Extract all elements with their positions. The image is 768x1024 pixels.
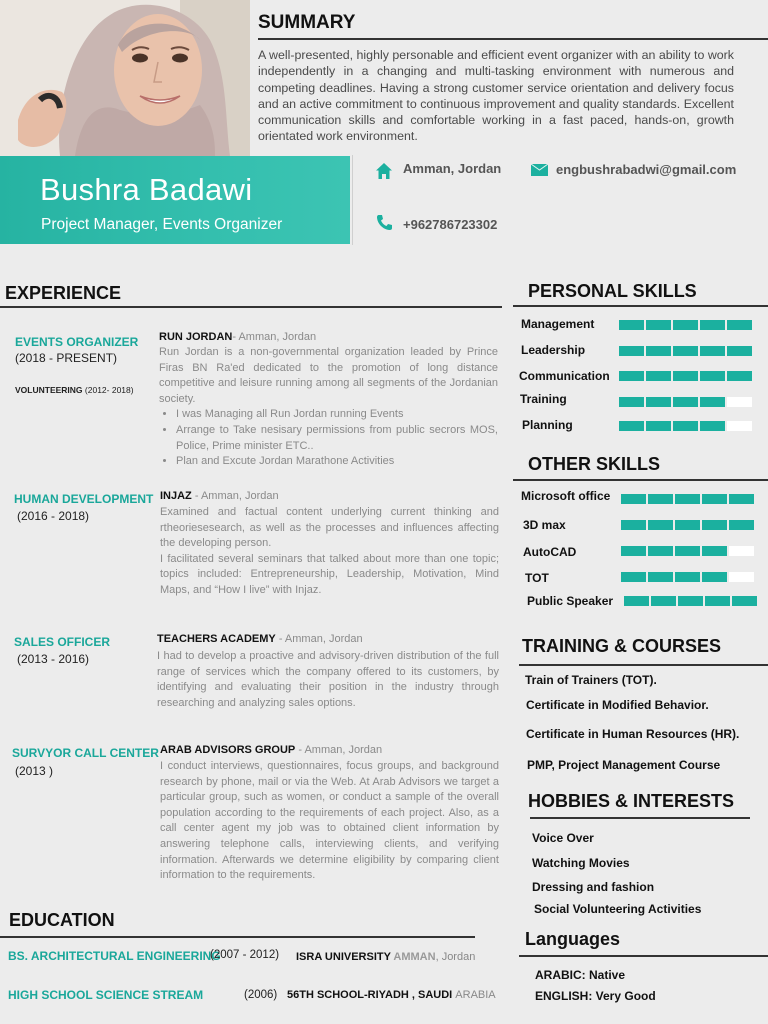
language-item: ARABIC: Native — [535, 968, 626, 982]
volunteering-date: (2012- 2018) — [84, 385, 134, 395]
skill-segment-filled — [705, 596, 730, 606]
skill-segment-filled — [700, 320, 725, 330]
skill-bar — [621, 572, 754, 582]
skill-segment-filled — [700, 421, 725, 431]
skill-segment-filled — [729, 520, 754, 530]
skill-segment-filled — [675, 572, 700, 582]
skill-segment-filled — [619, 346, 644, 356]
job-description-text: Examined and factual content underlying current thinking and rtheoriesesearch, as well as the processes and influences affecting the developing person. — [160, 506, 499, 550]
candidate-role: Project Manager, Events Organizer — [41, 216, 283, 233]
job-description — [160, 505, 499, 599]
training-item: Certificate in Human Resources (HR). — [526, 727, 740, 741]
company-location: - Amman, Jordan — [232, 331, 317, 343]
job-date: (2013 - 2016) — [17, 652, 90, 666]
skill-segment-filled — [673, 371, 698, 381]
skill-segment-filled — [646, 320, 671, 330]
skill-segment-filled — [727, 320, 752, 330]
job-description — [159, 345, 498, 470]
skill-segment-filled — [700, 346, 725, 356]
job-description-text: Run Jordan is a non-governmental organization leaded by Prince Firas BN Ra'ed dedicated to the promotion of long distance competitive and leisure running among all segments of the Jordanian society. — [159, 346, 498, 405]
education-degree: BS. ARCHITECTURAL ENGINEERING — [8, 949, 221, 963]
skill-bar — [624, 596, 757, 606]
company-line — [160, 744, 382, 756]
phone-icon — [376, 214, 393, 231]
job-title: HUMAN DEVELOPMENT — [14, 492, 154, 506]
bullet-item: • I was Managing all Run Jordan running Events — [176, 407, 498, 423]
education-divider — [0, 936, 475, 938]
skill-segment-filled — [700, 397, 725, 407]
summary-divider — [258, 38, 768, 40]
company-line — [159, 331, 316, 343]
summary-heading: SUMMARY — [258, 12, 356, 33]
job-date: (2016 - 2018) — [17, 509, 90, 523]
hobbies-heading: HOBBIES & INTERESTS — [528, 791, 735, 811]
skill-segment-filled — [673, 320, 698, 330]
job-date: (2013 ) — [15, 764, 54, 778]
skill-segment-filled — [619, 320, 644, 330]
skill-label: 3D max — [523, 518, 566, 532]
bullet-item: • Arrange to Take nesisary permissions from public secrors MOS, Police, Prime minister ETC.. — [176, 423, 498, 454]
skill-segment-filled — [678, 596, 703, 606]
company-location: - Amman, Jordan — [295, 744, 383, 756]
volunteering-title: VOLUNTEERING — [15, 385, 83, 395]
skill-segment-filled — [621, 494, 646, 504]
training-heading: TRAINING & COURSES — [522, 636, 722, 656]
skill-segment-filled — [702, 520, 727, 530]
skill-segment-filled — [624, 596, 649, 606]
other-skills-divider — [513, 479, 768, 481]
summary-text: A well-presented, highly personable and efficient event organizer with an ability to work independently in a changing and multi-tasking environment with numerous and competing deadlines. Having a strong customer service orientation and delivery focus and an active commitment to continuous improvement and quality standards. Excellent communication skills and comfortable working in a fast paced, hands-on, growth orientated work environment. — [258, 48, 734, 144]
skill-segment-filled — [621, 520, 646, 530]
job-title: SALES OFFICER — [14, 635, 111, 649]
skill-segment-filled — [702, 546, 727, 556]
other-skills-heading: OTHER SKILLS — [528, 454, 661, 474]
skill-segment-filled — [702, 494, 727, 504]
skill-segment-filled — [648, 520, 673, 530]
skill-segment-filled — [675, 546, 700, 556]
skill-segment-filled — [619, 421, 644, 431]
skill-segment-filled — [727, 346, 752, 356]
skill-segment-filled — [619, 397, 644, 407]
skill-segment-filled — [675, 494, 700, 504]
skill-bar — [619, 421, 752, 431]
skill-bar — [621, 494, 754, 504]
skill-segment-filled — [732, 596, 757, 606]
contact-divider — [352, 155, 353, 245]
skill-segment-filled — [673, 346, 698, 356]
job-description-text-2: I facilitated several seminars that talked about more than one topic; topics included: Entrepreneurship, Leadership, Motivation, Mind Maps, and “How I live” with Injaz. — [160, 552, 499, 596]
hobby-item: Social Volunteering Activities — [534, 902, 702, 916]
skill-segment-filled — [675, 520, 700, 530]
education-degree: HIGH SCHOOL SCIENCE STREAM — [8, 988, 204, 1002]
skill-bar — [619, 397, 752, 407]
skill-bar — [619, 346, 752, 356]
experience-heading: EXPERIENCE — [5, 283, 122, 303]
hobby-item: Watching Movies — [532, 856, 630, 870]
skill-segment-filled — [646, 421, 671, 431]
skill-segment-filled — [729, 494, 754, 504]
company-name: RUN JORDAN — [159, 331, 233, 343]
company-name: INJAZ — [160, 490, 192, 502]
skill-segment-filled — [646, 371, 671, 381]
education-years: (2007 - 2012) — [210, 949, 280, 961]
candidate-name: Bushra Badawi — [40, 172, 253, 207]
job-title: EVENTS ORGANIZER — [15, 335, 139, 349]
skill-segment-filled — [673, 397, 698, 407]
skill-segment-filled — [619, 371, 644, 381]
education-school — [287, 989, 496, 1001]
skill-segment-filled — [648, 572, 673, 582]
skill-segment-filled — [646, 397, 671, 407]
skill-bar — [619, 371, 752, 381]
skill-segment-filled — [648, 546, 673, 556]
company-location: - Amman, Jordan — [191, 490, 279, 502]
school-name: ISRA UNIVERSITY — [296, 951, 391, 963]
training-item: PMP, Project Management Course — [527, 758, 721, 772]
training-divider — [519, 664, 768, 666]
school-name: 56TH SCHOOL-RIYADH , SAUDI — [287, 989, 453, 1001]
job-title: SURVYOR CALL CENTER — [12, 746, 159, 760]
skill-bar — [621, 520, 754, 530]
skill-segment-filled — [621, 546, 646, 556]
languages-heading: Languages — [525, 929, 621, 949]
job-description: I had to develop a proactive and advisory-driven distribution of the full range of services which the company offered to its customers, by identifying and evaluating their position in the industry through researching and analyzing sales options. — [157, 650, 499, 709]
skill-label: Communication — [519, 369, 610, 383]
skill-bar — [619, 320, 752, 330]
languages-divider — [519, 955, 768, 957]
portrait-illustration — [0, 0, 250, 156]
phone-text: +962786723302 — [403, 217, 498, 232]
skill-label: Management — [521, 317, 595, 331]
personal-skills-heading: PERSONAL SKILLS — [528, 281, 697, 301]
hobbies-divider — [530, 817, 750, 819]
school-country: , Jordan — [435, 951, 476, 963]
skill-segment-filled — [727, 371, 752, 381]
location-text: Amman, Jordan — [403, 161, 502, 176]
email-icon — [531, 164, 548, 176]
skill-segment-filled — [648, 494, 673, 504]
skill-bar — [621, 546, 754, 556]
skill-segment-filled — [700, 371, 725, 381]
training-item: Train of Trainers (TOT). — [525, 673, 657, 687]
company-name: TEACHERS ACADEMY — [157, 633, 276, 645]
job-date: (2018 - PRESENT) — [15, 351, 118, 365]
education-school — [296, 951, 475, 963]
company-location: - Amman, Jordan — [275, 633, 363, 645]
skill-label: Public Speaker — [527, 594, 614, 608]
hobby-item: Voice Over — [532, 831, 594, 845]
home-icon — [375, 162, 393, 180]
skill-segment-empty — [727, 421, 752, 431]
skill-segment-filled — [621, 572, 646, 582]
company-line — [160, 490, 279, 502]
job-description: I conduct interviews, questionnaires, focus groups, and background research by phone, mail or via the Web. At Arab Advisors we target a particular group, such as women, or conduct a sample of the overall population according to the requirements of each project. Also, as a call center agent my job was to obtained client information by answering telephone calls, interviewing clients, and verifying information. Afterwards we determine eligibility by comparing client information to the requirements. — [160, 760, 499, 882]
skill-segment-filled — [673, 421, 698, 431]
skill-label: Planning — [522, 418, 573, 432]
skill-label: AutoCAD — [523, 545, 577, 559]
school-country: ARABIA — [455, 989, 496, 1001]
profile-photo — [0, 0, 250, 156]
job-bullets — [159, 407, 498, 469]
skill-segment-empty — [727, 397, 752, 407]
skill-label: Microsoft office — [521, 489, 611, 503]
personal-skills-divider — [513, 305, 768, 307]
email-link[interactable]: engbushrabadwi@gmail.com — [556, 162, 737, 177]
skill-label: Leadership — [521, 343, 586, 357]
skill-segment-empty — [729, 546, 754, 556]
company-line — [157, 633, 363, 645]
skill-segment-filled — [702, 572, 727, 582]
hobby-item: Dressing and fashion — [532, 880, 655, 894]
experience-divider — [0, 306, 502, 308]
school-city: AMMAN — [393, 951, 436, 963]
skill-label: TOT — [525, 571, 549, 585]
education-heading: EDUCATION — [9, 910, 115, 930]
training-item: Certificate in Modified Behavior. — [526, 698, 709, 712]
skill-segment-empty — [729, 572, 754, 582]
skill-segment-filled — [646, 346, 671, 356]
education-years: (2006) — [244, 989, 278, 1001]
skill-label: Training — [520, 392, 567, 406]
volunteering-line — [15, 385, 134, 395]
skill-segment-filled — [651, 596, 676, 606]
company-name: ARAB ADVISORS GROUP — [160, 744, 296, 756]
bullet-item: • Plan and Excute Jordan Marathone Activities — [176, 454, 498, 470]
language-item: ENGLISH: Very Good — [535, 989, 656, 1003]
